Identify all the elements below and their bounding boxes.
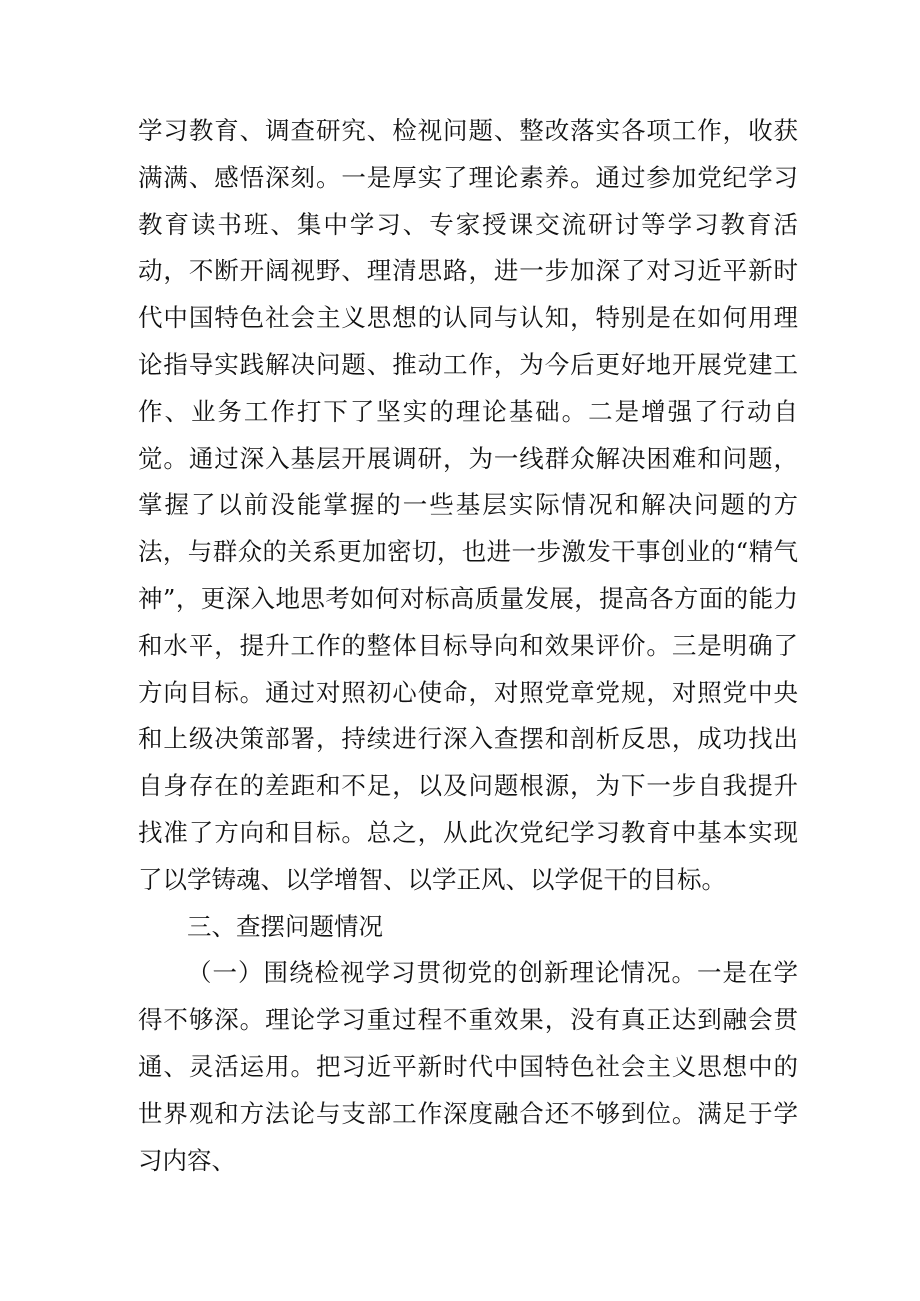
document-body [138, 108, 798, 1184]
section-heading: 三、查摆问题情况 [187, 911, 383, 941]
body-paragraph: 学习教育、调查研究、检视问题、整改落实各项工作，收获满满、感悟深刻。一是厚实了理论素养。通过参加党纪学习教育读书班、集中学习、专家授课交流研讨等学习教育活动，不断开阔视野、理清思路，进一步加深了对习近平新时代中国特色社会主义思想的认同与认知，特别是在如何用理论指导实践解决问题、推动工作，为今后更好地开展党建工作、业务工作打下了坚实的理论基础。二是增强了行动自觉。通过深入基层开展调研，为一线群众解决困难和问题，掌握了以前没能掌握的一些基层实际情况和解决问题的方法，与群众的关系更加密切，也进一步激发干事创业的“精气神”，更深入地思考如何对标高质量发展，提高各方面的能力和水平，提升工作的整体目标导向和效果评价。三是明确了方向目标。通过对照初心使命，对照党章党规，对照党中央和上级决策部署，持续进行深入查摆和剖析反思，成功找出自身存在的差距和不足，以及问题根源，为下一步自我提升找准了方向和目标。总之，从此次党纪学习教育中基本实现了以学铸魂、以学增智、以学正风、以学促干的目标。 [138, 116, 798, 894]
body-paragraph: （一）围绕检视学习贯彻党的创新理论情况。一是在学得不够深。理论学习重过程不重效果，没有真正达到融会贯通、灵活运用。把习近平新时代中国特色社会主义思想中的世界观和方法论与支部工作深度融合还不够到位。满足于学习内容、 [138, 958, 798, 1175]
